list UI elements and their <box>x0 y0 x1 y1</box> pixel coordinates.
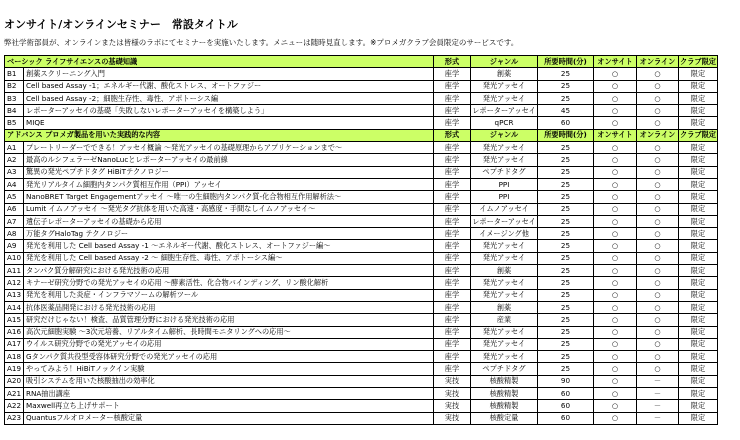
section-header-row <box>5 56 718 68</box>
seminar-table-body <box>5 56 718 425</box>
time-cell: 25 <box>538 301 594 313</box>
onsite-cell: ○ <box>594 363 637 375</box>
seminar-title: プレートリーダーでできる！アッセイ概論 ～発光アッセイの基礎原理からアプリケーションまで～ <box>24 142 434 154</box>
time-cell: 25 <box>538 92 594 104</box>
seminar-title: 研究だけじゃない！検査、品質管理分野における発光技術の応用 <box>24 314 434 326</box>
onsite-cell: ○ <box>594 105 637 117</box>
seminar-id: A13 <box>5 289 24 301</box>
table-row <box>5 363 718 375</box>
section-title: ベーシック ライフサイエンスの基礎知識 <box>5 56 434 68</box>
onsite-cell: ○ <box>594 80 637 92</box>
table-row <box>5 166 718 178</box>
club-cell: 限定 <box>679 301 718 313</box>
genre-cell: 発光アッセイ <box>471 289 538 301</box>
format-cell: 座学 <box>434 142 471 154</box>
intro-text: 弊社学術部員が、オンラインまたは皆様のラボにてセミナーを実施いたします。メニューは随時見直します。※プロメガクラブ会員限定のサービスです。 <box>4 38 519 47</box>
format-cell: 座学 <box>434 80 471 92</box>
table-row <box>5 203 718 215</box>
column-header: ジャンル <box>471 56 538 68</box>
table-row <box>5 375 718 387</box>
time-cell: 25 <box>538 326 594 338</box>
time-cell: 90 <box>538 375 594 387</box>
seminar-id: A10 <box>5 252 24 264</box>
seminar-title: 遺伝子レポーターアッセイの基礎から応用 <box>24 215 434 227</box>
seminar-title: Lumit イムノアッセイ ～発光タグ抗体を用いた高速・高感度・手間なしイムノアッセイ～ <box>24 203 434 215</box>
seminar-title: 発光を利用した Cell based Assay -2 ～ 細胞生存性、毒性、アポトーシス編～ <box>24 252 434 264</box>
genre-cell: イメージング他 <box>471 228 538 240</box>
seminar-title: キナーゼ研究分野での発光アッセイの応用 ～酵素活性、化合物バインディング、リン酸化解析 <box>24 277 434 289</box>
online-cell: － <box>637 412 679 424</box>
format-cell: 実技 <box>434 412 471 424</box>
club-cell: 限定 <box>679 252 718 264</box>
genre-cell: 発光アッセイ <box>471 351 538 363</box>
club-cell: 限定 <box>679 351 718 363</box>
seminar-id: A16 <box>5 326 24 338</box>
format-cell: 座学 <box>434 203 471 215</box>
online-cell: － <box>637 388 679 400</box>
online-cell: ○ <box>637 68 679 80</box>
table-row <box>5 326 718 338</box>
seminar-id: A3 <box>5 166 24 178</box>
seminar-id: B5 <box>5 117 24 129</box>
time-cell: 25 <box>538 166 594 178</box>
seminar-id: B1 <box>5 68 24 80</box>
club-cell: 限定 <box>679 265 718 277</box>
seminar-id: B3 <box>5 92 24 104</box>
column-header: 所要時間(分) <box>538 56 594 68</box>
time-cell: 45 <box>538 105 594 117</box>
column-header: 形式 <box>434 56 471 68</box>
time-cell: 25 <box>538 80 594 92</box>
club-cell: 限定 <box>679 289 718 301</box>
time-cell: 25 <box>538 289 594 301</box>
genre-cell: PPI <box>471 191 538 203</box>
format-cell: 実技 <box>434 400 471 412</box>
onsite-cell: ○ <box>594 203 637 215</box>
seminar-id: B2 <box>5 80 24 92</box>
online-cell: ○ <box>637 265 679 277</box>
onsite-cell: ○ <box>594 338 637 350</box>
column-header: オンサイト <box>594 56 637 68</box>
seminar-title: 吸引システムを用いた核酸抽出の効率化 <box>24 375 434 387</box>
club-cell: 限定 <box>679 388 718 400</box>
club-cell: 限定 <box>679 400 718 412</box>
genre-cell: 発光アッセイ <box>471 154 538 166</box>
club-cell: 限定 <box>679 314 718 326</box>
onsite-cell: ○ <box>594 117 637 129</box>
table-row <box>5 228 718 240</box>
genre-cell: 核酸定量 <box>471 412 538 424</box>
onsite-cell: ○ <box>594 314 637 326</box>
club-cell: 限定 <box>679 166 718 178</box>
time-cell: 25 <box>538 351 594 363</box>
genre-cell: 創薬 <box>471 301 538 313</box>
section-title: アドバンス プロメガ製品を用いた実践的な内容 <box>5 129 434 141</box>
seminar-title: Maxwell再立ち上げサポート <box>24 400 434 412</box>
time-cell: 60 <box>538 400 594 412</box>
club-cell: 限定 <box>679 326 718 338</box>
onsite-cell: ○ <box>594 252 637 264</box>
genre-cell: 創薬 <box>471 265 538 277</box>
club-cell: 限定 <box>679 154 718 166</box>
table-row <box>5 80 718 92</box>
genre-cell: ペプチドタグ <box>471 166 538 178</box>
seminar-title: レポーターアッセイの基礎「失敗しないレポーターアッセイを構築しよう」 <box>24 105 434 117</box>
seminar-id: A22 <box>5 400 24 412</box>
online-cell: ○ <box>637 105 679 117</box>
format-cell: 座学 <box>434 314 471 326</box>
page-title: オンサイト/オンラインセミナー 常設タイトル <box>4 18 238 31</box>
online-cell: ○ <box>637 289 679 301</box>
onsite-cell: ○ <box>594 400 637 412</box>
seminar-id: A5 <box>5 191 24 203</box>
table-row <box>5 68 718 80</box>
column-header: ジャンル <box>471 129 538 141</box>
club-cell: 限定 <box>679 203 718 215</box>
onsite-cell: ○ <box>594 228 637 240</box>
format-cell: 座学 <box>434 117 471 129</box>
seminar-id: A21 <box>5 388 24 400</box>
genre-cell: PPI <box>471 178 538 190</box>
onsite-cell: ○ <box>594 289 637 301</box>
seminar-title: やってみよう！HiBiTノックイン実験 <box>24 363 434 375</box>
online-cell: ○ <box>637 166 679 178</box>
format-cell: 座学 <box>434 178 471 190</box>
onsite-cell: ○ <box>594 191 637 203</box>
seminar-id: A19 <box>5 363 24 375</box>
table-row <box>5 92 718 104</box>
genre-cell: 核酸精製 <box>471 400 538 412</box>
genre-cell: 核酸精製 <box>471 388 538 400</box>
club-cell: 限定 <box>679 375 718 387</box>
club-cell: 限定 <box>679 178 718 190</box>
seminar-id: A18 <box>5 351 24 363</box>
table-row <box>5 388 718 400</box>
time-cell: 25 <box>538 191 594 203</box>
column-header: クラブ限定 <box>679 129 718 141</box>
seminar-title: NanoBRET Target Engagementアッセイ ～唯一の生細胞内タンパク質-化合物相互作用解析法～ <box>24 191 434 203</box>
seminar-title: 創薬スクリーニング入門 <box>24 68 434 80</box>
online-cell: ○ <box>637 80 679 92</box>
time-cell: 25 <box>538 265 594 277</box>
seminar-id: A14 <box>5 301 24 313</box>
format-cell: 実技 <box>434 388 471 400</box>
time-cell: 25 <box>538 338 594 350</box>
club-cell: 限定 <box>679 80 718 92</box>
table-row <box>5 240 718 252</box>
online-cell: ○ <box>637 301 679 313</box>
column-header: クラブ限定 <box>679 56 718 68</box>
seminar-title: RNA抽出講座 <box>24 388 434 400</box>
table-row <box>5 215 718 227</box>
online-cell: ○ <box>637 117 679 129</box>
seminar-title: 万能タグHaloTag テクノロジー <box>24 228 434 240</box>
seminar-id: A12 <box>5 277 24 289</box>
table-row <box>5 351 718 363</box>
time-cell: 60 <box>538 412 594 424</box>
onsite-cell: ○ <box>594 388 637 400</box>
column-header: 所要時間(分) <box>538 129 594 141</box>
club-cell: 限定 <box>679 215 718 227</box>
seminar-id: A11 <box>5 265 24 277</box>
genre-cell: 産業 <box>471 314 538 326</box>
section-header-row <box>5 129 718 141</box>
onsite-cell: ○ <box>594 142 637 154</box>
seminar-title: 最高のルシフェラーゼNanoLucとレポーターアッセイの最前線 <box>24 154 434 166</box>
genre-cell: 発光アッセイ <box>471 338 538 350</box>
online-cell: ○ <box>637 92 679 104</box>
table-row <box>5 277 718 289</box>
format-cell: 座学 <box>434 363 471 375</box>
format-cell: 実技 <box>434 375 471 387</box>
seminar-id: A15 <box>5 314 24 326</box>
genre-cell: 発光アッセイ <box>471 80 538 92</box>
online-cell: ○ <box>637 154 679 166</box>
time-cell: 25 <box>538 178 594 190</box>
club-cell: 限定 <box>679 191 718 203</box>
online-cell: ○ <box>637 228 679 240</box>
onsite-cell: ○ <box>594 351 637 363</box>
format-cell: 座学 <box>434 92 471 104</box>
table-row <box>5 265 718 277</box>
online-cell: ○ <box>637 363 679 375</box>
seminar-table <box>4 55 718 425</box>
table-row <box>5 178 718 190</box>
onsite-cell: ○ <box>594 178 637 190</box>
onsite-cell: ○ <box>594 265 637 277</box>
online-cell: － <box>637 400 679 412</box>
online-cell: ○ <box>637 240 679 252</box>
genre-cell: 発光アッセイ <box>471 277 538 289</box>
genre-cell: レポーターアッセイ <box>471 215 538 227</box>
time-cell: 25 <box>538 228 594 240</box>
time-cell: 25 <box>538 363 594 375</box>
time-cell: 25 <box>538 215 594 227</box>
format-cell: 座学 <box>434 68 471 80</box>
seminar-id: A20 <box>5 375 24 387</box>
format-cell: 座学 <box>434 265 471 277</box>
seminar-title: 抗体医薬品開発における発光技術の応用 <box>24 301 434 313</box>
time-cell: 60 <box>538 388 594 400</box>
online-cell: ○ <box>637 203 679 215</box>
genre-cell: 発光アッセイ <box>471 252 538 264</box>
seminar-id: A7 <box>5 215 24 227</box>
format-cell: 座学 <box>434 240 471 252</box>
seminar-id: A1 <box>5 142 24 154</box>
online-cell: ○ <box>637 191 679 203</box>
format-cell: 座学 <box>434 252 471 264</box>
genre-cell: 発光アッセイ <box>471 142 538 154</box>
seminar-id: A9 <box>5 240 24 252</box>
format-cell: 座学 <box>434 228 471 240</box>
club-cell: 限定 <box>679 277 718 289</box>
seminar-title: ウイルス研究分野での発光アッセイの応用 <box>24 338 434 350</box>
seminar-id: A17 <box>5 338 24 350</box>
genre-cell: レポーターアッセイ <box>471 105 538 117</box>
onsite-cell: ○ <box>594 277 637 289</box>
format-cell: 座学 <box>434 277 471 289</box>
format-cell: 座学 <box>434 191 471 203</box>
format-cell: 座学 <box>434 154 471 166</box>
onsite-cell: ○ <box>594 326 637 338</box>
club-cell: 限定 <box>679 363 718 375</box>
table-row <box>5 400 718 412</box>
club-cell: 限定 <box>679 240 718 252</box>
online-cell: ○ <box>637 277 679 289</box>
column-header: オンサイト <box>594 129 637 141</box>
seminar-title: Quantusフルオロメーター核酸定量 <box>24 412 434 424</box>
club-cell: 限定 <box>679 68 718 80</box>
online-cell: ○ <box>637 252 679 264</box>
table-row <box>5 191 718 203</box>
online-cell: ○ <box>637 314 679 326</box>
time-cell: 25 <box>538 154 594 166</box>
online-cell: － <box>637 375 679 387</box>
format-cell: 座学 <box>434 338 471 350</box>
genre-cell: 核酸精製 <box>471 375 538 387</box>
table-row <box>5 289 718 301</box>
genre-cell: 創薬 <box>471 68 538 80</box>
table-row <box>5 301 718 313</box>
seminar-title: MIQE <box>24 117 434 129</box>
time-cell: 25 <box>538 314 594 326</box>
seminar-id: A4 <box>5 178 24 190</box>
online-cell: ○ <box>637 215 679 227</box>
table-row <box>5 154 718 166</box>
onsite-cell: ○ <box>594 68 637 80</box>
column-header: オンライン <box>637 129 679 141</box>
table-row <box>5 252 718 264</box>
online-cell: ○ <box>637 178 679 190</box>
onsite-cell: ○ <box>594 375 637 387</box>
genre-cell: 発光アッセイ <box>471 326 538 338</box>
table-row <box>5 142 718 154</box>
onsite-cell: ○ <box>594 240 637 252</box>
seminar-title: Cell based Assay -2；細胞生存性、毒性、アポトーシス編 <box>24 92 434 104</box>
seminar-title: タンパク質分解研究における発光技術の応用 <box>24 265 434 277</box>
table-row <box>5 117 718 129</box>
table-row <box>5 314 718 326</box>
onsite-cell: ○ <box>594 412 637 424</box>
seminar-id: A6 <box>5 203 24 215</box>
table-row <box>5 105 718 117</box>
seminar-id: A2 <box>5 154 24 166</box>
onsite-cell: ○ <box>594 301 637 313</box>
seminar-title: 発光を利用した Cell based Assay -1 ～エネルギー代謝、酸化ストレス、オートファジー編～ <box>24 240 434 252</box>
time-cell: 25 <box>538 142 594 154</box>
seminar-id: A8 <box>5 228 24 240</box>
format-cell: 座学 <box>434 289 471 301</box>
genre-cell: 発光アッセイ <box>471 240 538 252</box>
club-cell: 限定 <box>679 105 718 117</box>
format-cell: 座学 <box>434 326 471 338</box>
format-cell: 座学 <box>434 105 471 117</box>
onsite-cell: ○ <box>594 154 637 166</box>
seminar-id: B4 <box>5 105 24 117</box>
genre-cell: イムノアッセイ <box>471 203 538 215</box>
format-cell: 座学 <box>434 215 471 227</box>
format-cell: 座学 <box>434 301 471 313</box>
column-header: オンライン <box>637 56 679 68</box>
genre-cell: qPCR <box>471 117 538 129</box>
online-cell: ○ <box>637 142 679 154</box>
online-cell: ○ <box>637 326 679 338</box>
table-row <box>5 412 718 424</box>
club-cell: 限定 <box>679 92 718 104</box>
time-cell: 25 <box>538 252 594 264</box>
genre-cell: ペプチドタグ <box>471 363 538 375</box>
format-cell: 座学 <box>434 166 471 178</box>
club-cell: 限定 <box>679 338 718 350</box>
genre-cell: 発光アッセイ <box>471 92 538 104</box>
club-cell: 限定 <box>679 412 718 424</box>
onsite-cell: ○ <box>594 92 637 104</box>
seminar-title: Gタンパク質共役型受容体研究分野での発光アッセイの応用 <box>24 351 434 363</box>
seminar-title: Cell based Assay -1；エネルギー代謝、酸化ストレス、オートファジー <box>24 80 434 92</box>
column-header: 形式 <box>434 129 471 141</box>
table-row <box>5 338 718 350</box>
onsite-cell: ○ <box>594 215 637 227</box>
club-cell: 限定 <box>679 142 718 154</box>
online-cell: ○ <box>637 338 679 350</box>
seminar-title: 驚異の発光ペプチドタグ HiBiTテクノロジー <box>24 166 434 178</box>
seminar-title: 発光を利用した炎症・インフラマソームの解析ツール <box>24 289 434 301</box>
seminar-title: 高次元細胞実験 ～3次元培養、リアルタイム解析、長時間モニタリングへの応用～ <box>24 326 434 338</box>
seminar-title: 発光リアルタイム細胞内タンパク質相互作用（PPI）アッセイ <box>24 178 434 190</box>
time-cell: 25 <box>538 203 594 215</box>
time-cell: 60 <box>538 117 594 129</box>
time-cell: 25 <box>538 240 594 252</box>
time-cell: 25 <box>538 277 594 289</box>
club-cell: 限定 <box>679 117 718 129</box>
club-cell: 限定 <box>679 228 718 240</box>
seminar-id: A23 <box>5 412 24 424</box>
time-cell: 25 <box>538 68 594 80</box>
online-cell: ○ <box>637 351 679 363</box>
format-cell: 座学 <box>434 351 471 363</box>
onsite-cell: ○ <box>594 166 637 178</box>
